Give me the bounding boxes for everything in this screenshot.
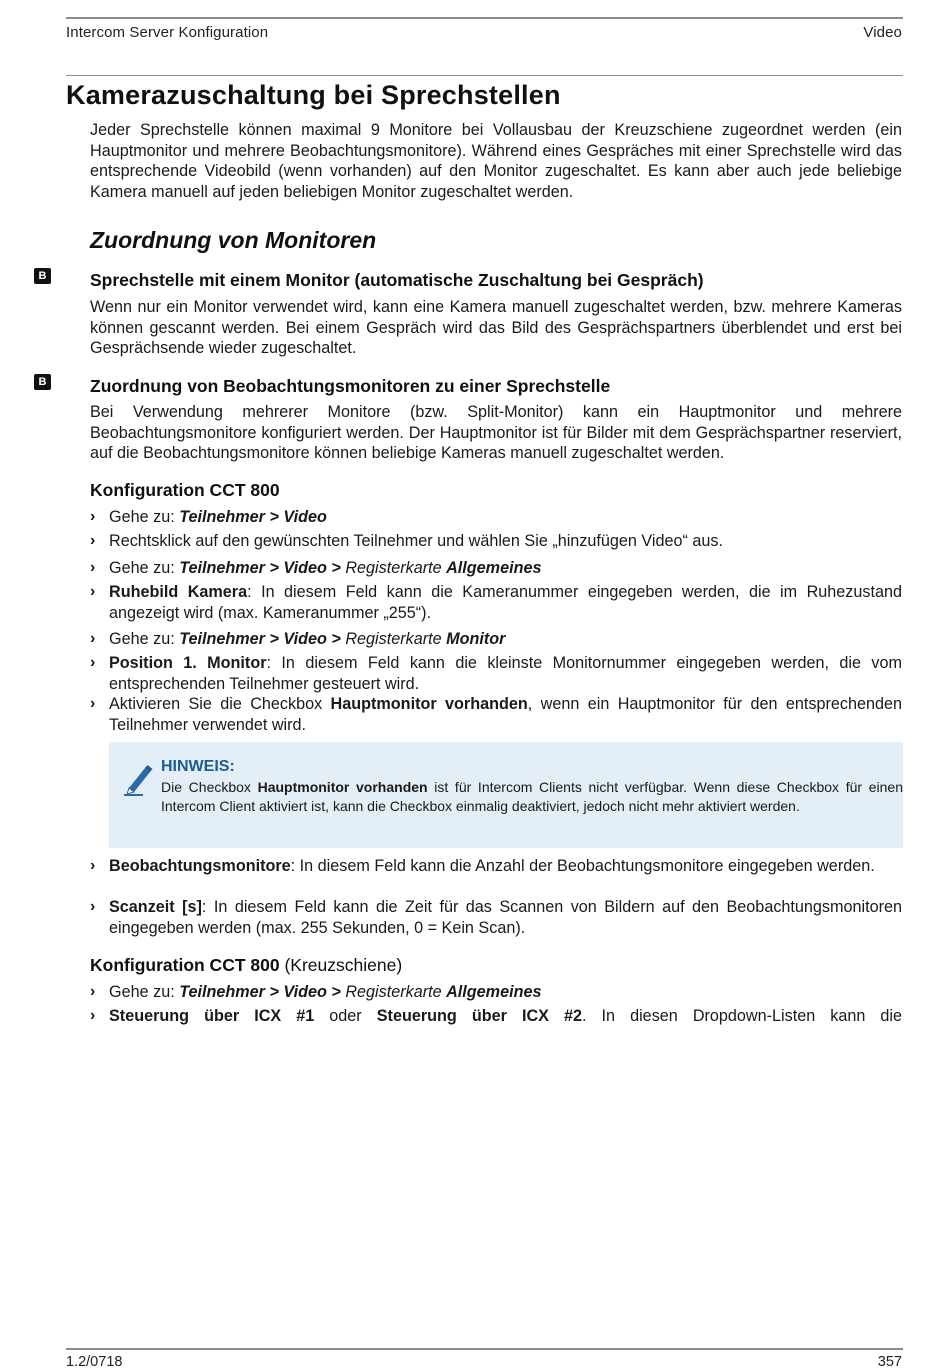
note-box bbox=[109, 742, 903, 848]
list-item: › Ruhebild Kamera: In diesem Feld kann die Kameranummer eingegeben werden, die im Ruhezustand angezeigt wird (max. Kameranummer „255“). bbox=[90, 583, 902, 622]
arrow-icon: › bbox=[90, 983, 96, 1000]
header-left: Intercom Server Konfiguration bbox=[66, 24, 269, 41]
config1-title: Konfiguration CCT 800 bbox=[90, 480, 280, 500]
note-text: Die Checkbox Hauptmonitor vorhanden ist für Intercom Clients nicht verfügbar. Wenn diese Checkbox für einen Intercom Client aktiviert ist, kann die Checkbox einmalig deaktiviert, jedoch nicht mehr aktiviert werden. bbox=[161, 779, 903, 814]
footer-version: 1.2/0718 bbox=[66, 1354, 123, 1370]
note-title: HINWEIS: bbox=[161, 758, 235, 775]
arrow-icon: › bbox=[90, 1007, 96, 1024]
intro-paragraph: Jeder Sprechstelle können maximal 9 Monitore bei Vollausbau der Kreuzschiene zugeordnet werden (ein Hauptmonitor und mehrere Beobachtungsmonitore). Während eines Gespräches mit einer Sprechstelle wird das entsprechende Videobild (wenn vorhanden) auf den Monitor zugeschaltet. Es kann aber auch jede beliebige Kamera manuell auf jeden beliebigen Monitor zugeschaltet werden. bbox=[90, 121, 902, 201]
list-item: › Rechtsklick auf den gewünschten Teilnehmer und wählen Sie „hinzufügen Video“ aus. bbox=[90, 532, 724, 550]
arrow-icon: › bbox=[90, 695, 96, 712]
list-item: › Aktivieren Sie die Checkbox Hauptmonitor vorhanden, wenn ein Hauptmonitor für den entsprechenden Teilnehmer verwendet wird. bbox=[90, 695, 902, 734]
page-title: Kamerazuschaltung bei Sprechstellen bbox=[66, 80, 561, 110]
arrow-icon: › bbox=[90, 532, 96, 549]
sub1-text: Wenn nur ein Monitor verwendet wird, kann eine Kamera manuell zugeschaltet werden, bzw. mehrere Kameras können gescannt werden. Bei einem Gespräch wird das Bild des Gesprächspartners überblendet und erst bei Gesprächsende wieder zugeschaltet. bbox=[90, 298, 902, 357]
list-item: › Gehe zu: Teilnehmer > Video bbox=[90, 508, 327, 526]
header-right: Video bbox=[863, 24, 902, 41]
arrow-icon: › bbox=[90, 559, 96, 576]
arrow-icon: › bbox=[90, 583, 96, 600]
sub1-title: Sprechstelle mit einem Monitor (automatische Zuschaltung bei Gespräch) bbox=[90, 270, 704, 290]
pencil-icon bbox=[123, 762, 155, 801]
list-item: › Beobachtungsmonitore: In diesem Feld kann die Anzahl der Beobachtungsmonitore eingegeben werden. bbox=[90, 857, 875, 875]
arrow-icon: › bbox=[90, 898, 96, 915]
menu-path: Teilnehmer > Video bbox=[179, 508, 327, 526]
title-rule bbox=[66, 75, 903, 76]
list-item: › Gehe zu: Teilnehmer > Video > Registerkarte Monitor bbox=[90, 630, 506, 648]
badge-b-icon: B bbox=[34, 374, 51, 390]
header-rule bbox=[66, 17, 903, 19]
list-item: › Steuerung über ICX #1 oder Steuerung über ICX #2. In diesen Dropdown-Listen kann die bbox=[90, 1007, 902, 1025]
arrow-icon: › bbox=[90, 654, 96, 671]
badge-b-icon: B bbox=[34, 268, 51, 284]
footer-rule bbox=[66, 1348, 903, 1350]
list-item: › Gehe zu: Teilnehmer > Video > Registerkarte Allgemeines bbox=[90, 559, 542, 577]
list-item: › Scanzeit [s]: In diesem Feld kann die Zeit für das Scannen von Bildern auf den Beobachtungsmonitoren eingegeben werden (max. 255 Sekunden, 0 = Kein Scan). bbox=[90, 898, 902, 937]
list-item: › Gehe zu: Teilnehmer > Video > Registerkarte Allgemeines bbox=[90, 983, 542, 1001]
arrow-icon: › bbox=[90, 508, 96, 525]
page-number: 357 bbox=[877, 1354, 902, 1370]
sub2-title: Zuordnung von Beobachtungsmonitoren zu einer Sprechstelle bbox=[90, 376, 611, 396]
section-title: Zuordnung von Monitoren bbox=[90, 227, 377, 253]
sub2-text: Bei Verwendung mehrerer Monitore (bzw. Split-Monitor) kann ein Hauptmonitor und mehrere Beobachtungsmonitore konfiguriert werden. Der Hauptmonitor ist für Bilder mit dem Gesprächspartner reserviert, auf die Beobachtungsmonitore können beliebige Kameras manuell zugeschaltet werden. bbox=[90, 403, 902, 462]
arrow-icon: › bbox=[90, 857, 96, 874]
config2-title: Konfiguration CCT 800 (Kreuzschiene) bbox=[90, 955, 403, 975]
list-item: › Position 1. Monitor: In diesem Feld kann die kleinste Monitornummer eingegeben werden, die vom entsprechenden Teilnehmer gesteuert wird. bbox=[90, 654, 903, 693]
arrow-icon: › bbox=[90, 630, 96, 647]
